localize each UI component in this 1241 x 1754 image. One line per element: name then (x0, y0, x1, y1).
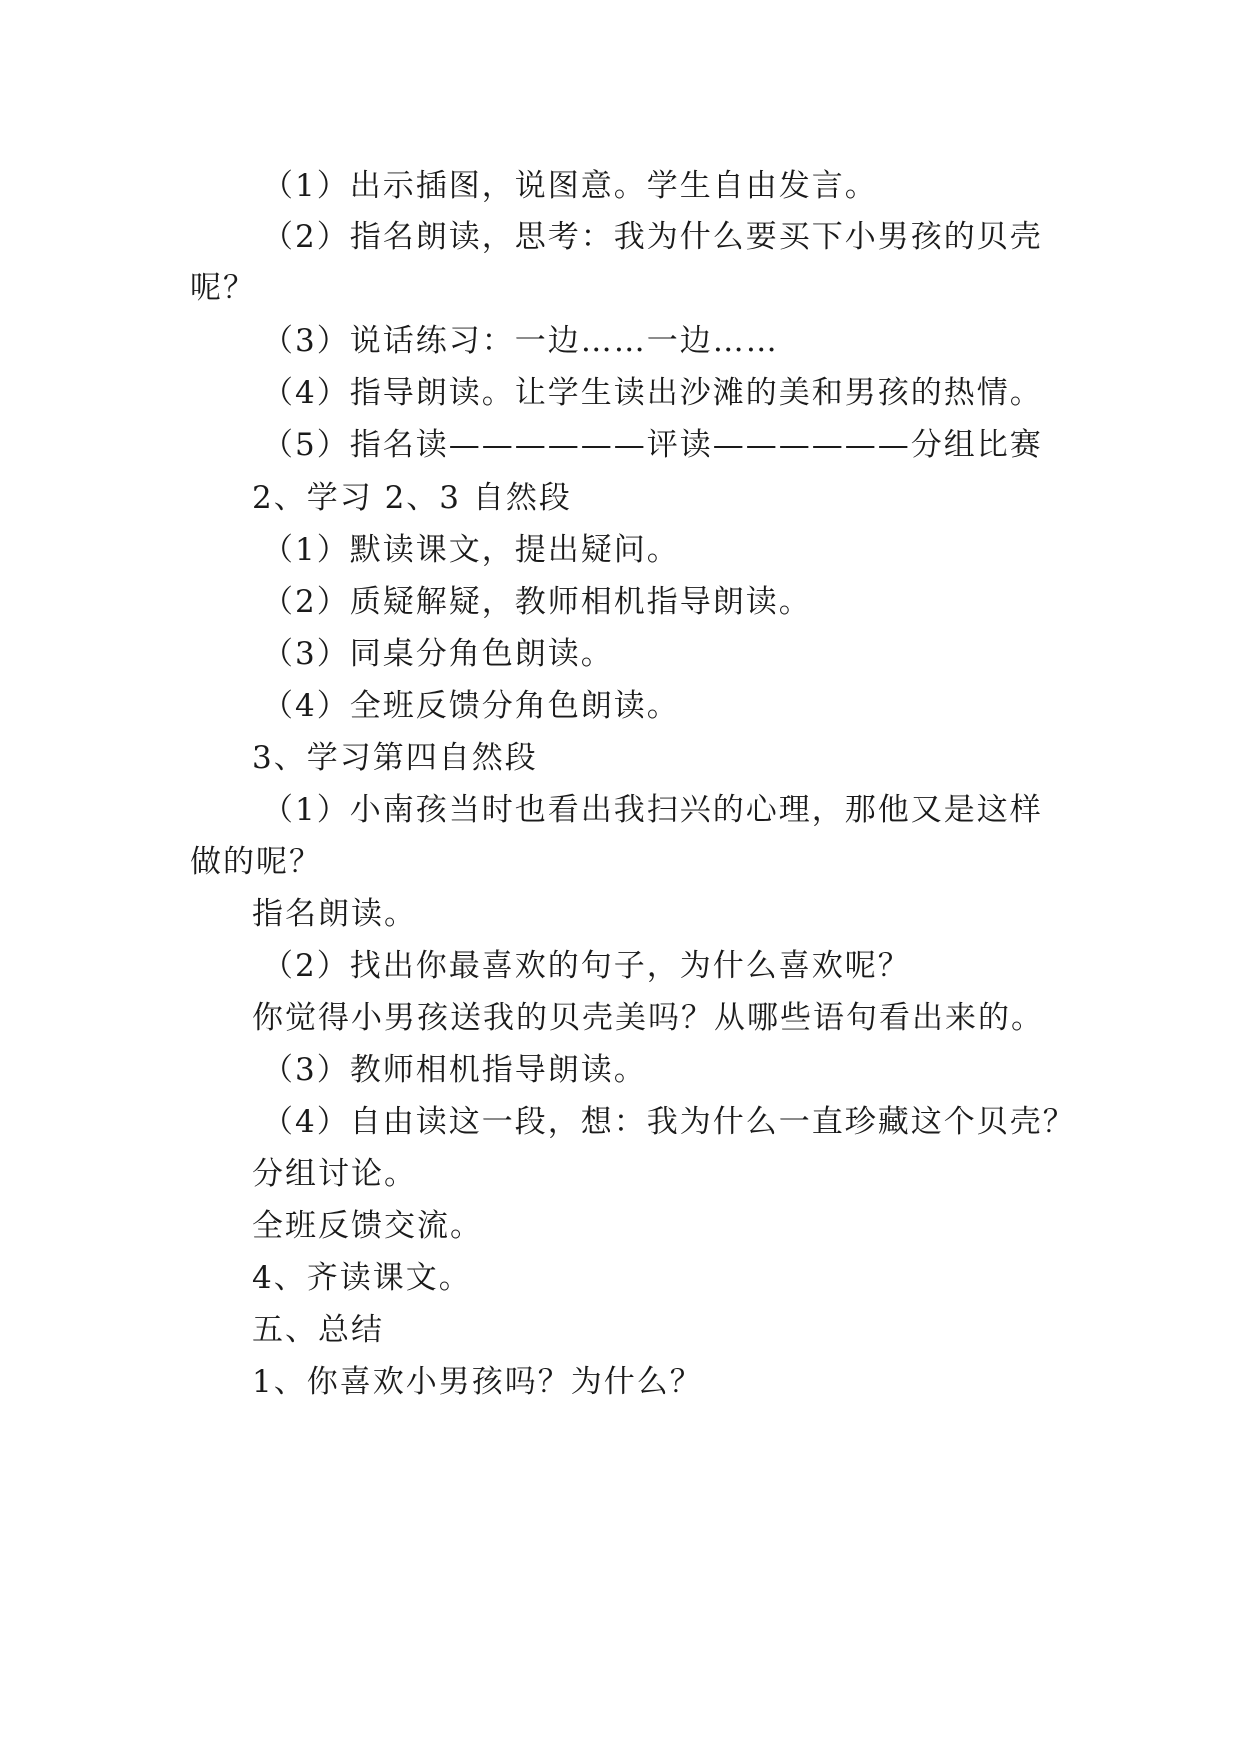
section-heading: 4、齐读课文。 (252, 1260, 472, 1296)
paragraph-line: （2）找出你最喜欢的句子，为什么喜欢呢？ (262, 948, 911, 984)
paragraph-line: （5）指名读——————评读——————分组比赛 (262, 427, 1043, 463)
paragraph-line: 做的呢？ (190, 844, 322, 880)
section-heading: 五、总结 (252, 1312, 384, 1348)
paragraph-line: （4）全班反馈分角色朗读。 (262, 688, 680, 724)
section-heading: 2、学习 2、3 自然段 (252, 480, 572, 516)
paragraph-line: 呢？ (190, 270, 256, 306)
paragraph-line: （1）默读课文，提出疑问。 (262, 532, 680, 568)
paragraph-line: （1）出示插图，说图意。学生自由发言。 (262, 168, 878, 204)
paragraph-line: （1）小南孩当时也看出我扫兴的心理，那他又是这样 (262, 792, 1043, 828)
paragraph-line: （4）指导朗读。让学生读出沙滩的美和男孩的热情。 (262, 375, 1043, 411)
paragraph-line: （4）自由读这一段，想：我为什么一直珍藏这个贝壳？ (262, 1104, 1076, 1140)
paragraph-line: （2）质疑解疑，教师相机指导朗读。 (262, 584, 812, 620)
paragraph-line: 你觉得小男孩送我的贝壳美吗？从哪些语句看出来的。 (252, 1000, 1044, 1036)
paragraph-line: 1、你喜欢小男孩吗？为什么？ (252, 1364, 703, 1400)
paragraph-line: （3）说话练习：一边……一边…… (262, 323, 779, 359)
paragraph-line: （2）指名朗读，思考：我为什么要买下小男孩的贝壳 (262, 219, 1043, 255)
paragraph-line: （3）教师相机指导朗读。 (262, 1052, 647, 1088)
paragraph-line: （3）同桌分角色朗读。 (262, 636, 614, 672)
paragraph-line: 全班反馈交流。 (252, 1208, 483, 1244)
paragraph-line: 分组讨论。 (252, 1156, 417, 1192)
section-heading: 3、学习第四自然段 (252, 740, 538, 776)
paragraph-line: 指名朗读。 (252, 896, 417, 932)
